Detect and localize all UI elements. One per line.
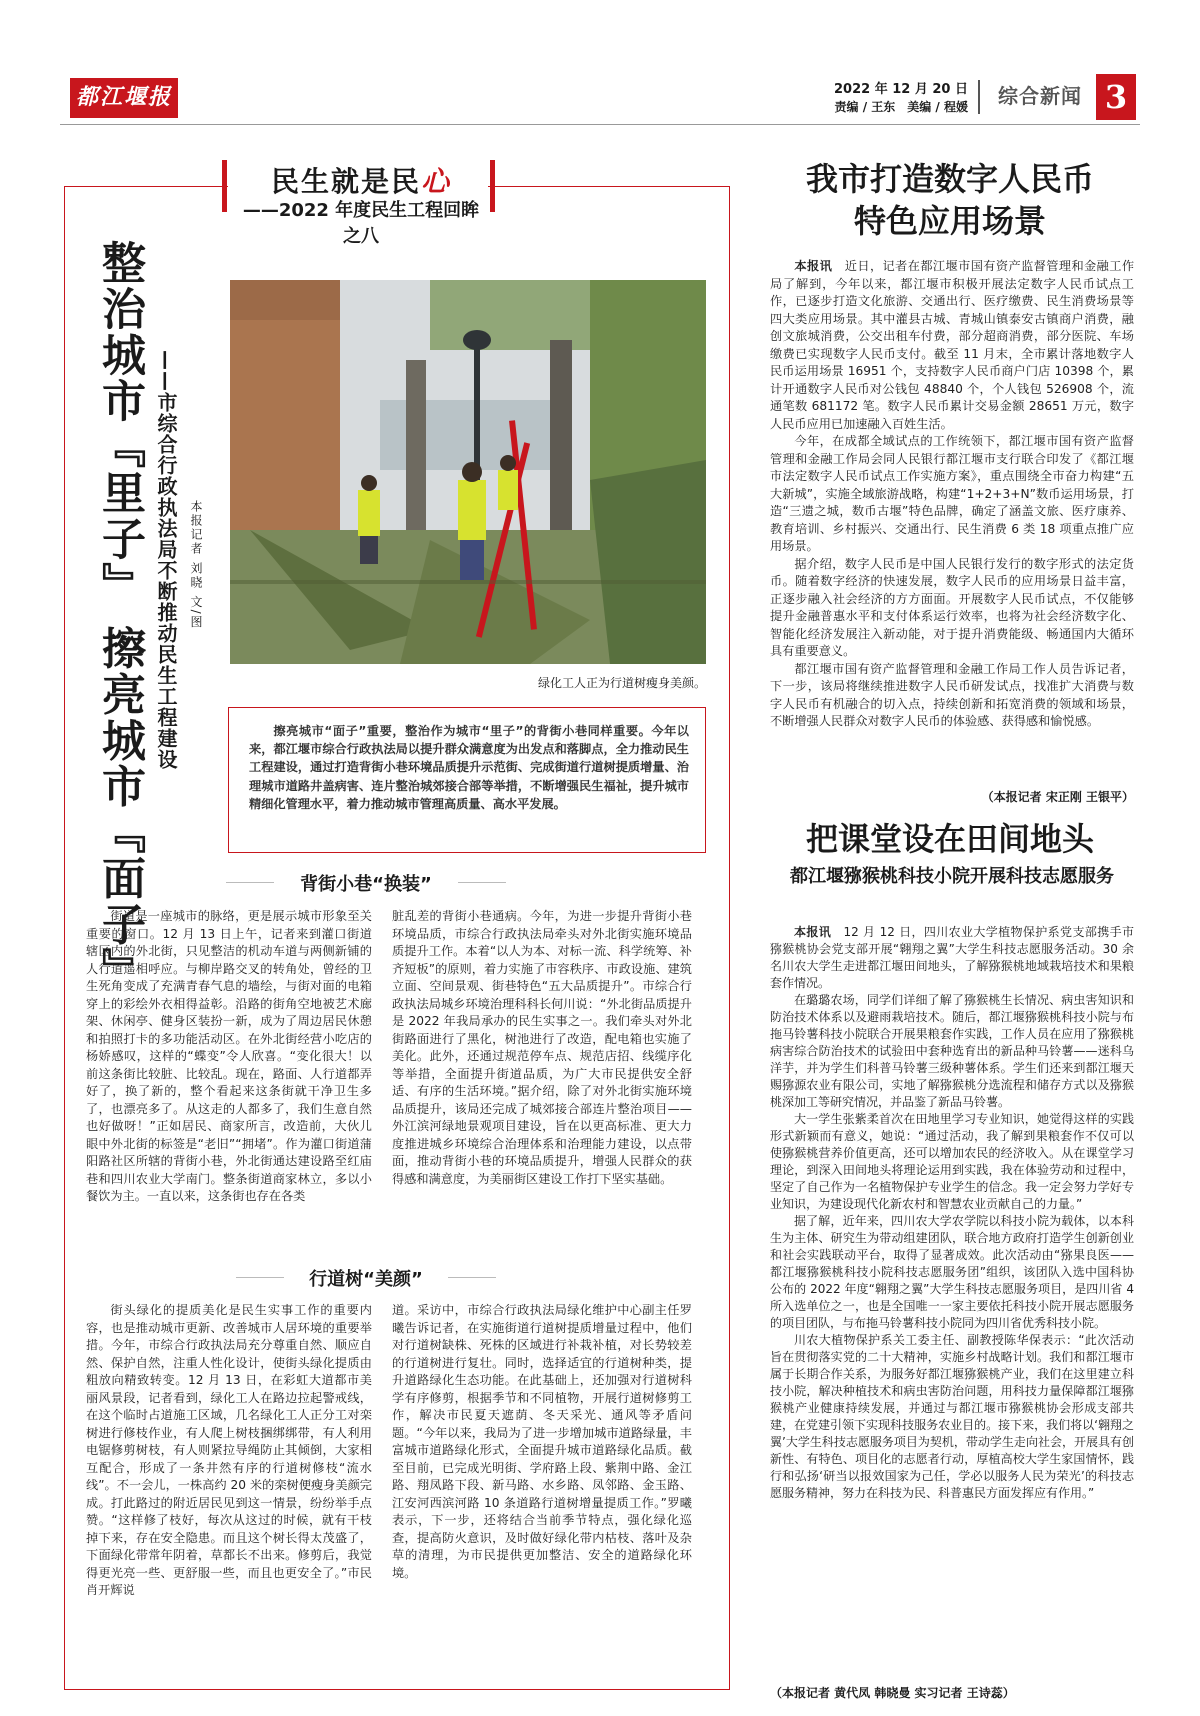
story2-p3: 大一学生张紫柔首次在田地里学习专业知识，她觉得这样的实践形式新颖而有意义，她说：“通过活动，我了解到果粮套作不仅可以使猕猴桃营养价值更高，还可以增加农民的经济收入。从在课堂学习理论，到深入田间地头将理论运用到实践，我在体验劳动和过程中，坚定了自己作为一名植物保护专业学生的信念。我一定会努力学好专业知识，为建设现代化新农村和智慧农业贡献自己的力量。”	[770, 1112, 1134, 1211]
main-subheadline: ——市综合行政执法局不断推动民生工程建设	[154, 350, 178, 770]
section1-col2-text: 脏乱差的背街小巷通病。今年，为进一步提升背街小巷环境品质，市综合行政执法局牵头对外北街实施环境品质提升工作。本着“以人为本、对标一流、科学统筹、补齐短板”的原则，着力实施了市容秩序、市政设施、建筑立面、空间景观、街巷特色“五大品质提升”。市综合行政执法局城乡环境治理科科长何川说：“外北街品质提升是 2022 年我局承办的民生实事之一。我们牵头对外北街路面进行了黑化，树池进行了改造，配电箱也实施了美化。此外，还通过规范停车点、规范店招、线缆序化等举措，全面提升街道品质，为广大市民提供安全舒适、有序的生活环境。”据介绍，除了对外北街实施环境品质提升，该局还完成了城郊接合部连片整治项目——外江滨河绿地景观项目建设，旨在以更高标准、更大力度推进城乡环境综合治理体系和治理能力建设，以点带面，推动背街小巷的环境品质提升，增强人民群众的获得感和满意度，为美丽街区建设工作打下坚实基础。	[392, 909, 692, 1186]
story1-p1: 近日，记者在都江堰市国有资产监督管理和金融工作局了解到，今年以来，都江堰市积极开展法定数字人民币试点工作，已逐步打造文化旅游、交通出行、医疗缴费、民生消费场景等四大类应用场景。其中灌县古城、青城山镇泰安古镇商户消费，融创文旅城消费，公交出租车付费，部分超商消费，部分医院、车场缴费已实现数字人民币支付。截至 11 月末，全市累计落地数字人民币运用场景 16951 个，支持数字人民币商户门店 10398 个，累计开通数字人民币对公钱包 48840 个，个人钱包 526908 个，流通笔数 681172 笔。数字人民币累计交易金额 28651 万元，数字人民币应用已加速融入百姓生活。	[770, 259, 1135, 431]
section2-col1-text: 街头绿化的提质美化是民生实事工作的重要内容，也是推动城市更新、改善城市人居环境的重要举措。今年，市综合行政执法局充分尊重自然、顺应自然、保护自然，注重人性化设计，使街头绿化提质由粗放向精致转变。12 月 13 日，在彩虹大道都市美丽风景段，记者看到，绿化工人在路边拉起警戒线，在这个临时占道施工区域，几名绿化工人正分工对栾树进行修枝作业，有人爬上树枝捆绑绑带，有人利用电锯修剪树枝，有人则紧拉导绳防止其倾倒，大家相互配合，形成了一条井然有序的行道树修枝“流水线”。不一会儿，一株高约 20 米的栾树便瘦身美颜完成。打此路过的附近居民见到这一情景，纷纷举手点赞。“这样修了枝好，每次从这过的时候，就有干枝掉下来，存在安全隐患。而且这个树长得太茂盛了，下面绿化带常年阴着，草都长不出来。修剪后，我觉得更光亮一些、更舒服一些，而且也更安全了。”市民肖开辉说	[86, 1303, 372, 1597]
story2-p4: 据了解，近年来，四川农大学农学院以科技小院为载体，以本科生为主体、研究生为带动组建团队，联合地方政府打造学生创新创业和社会实践联动平台，取得了显著成效。此次活动由“猕果良医——都江堰猕猴桃科技小院科技志愿服务团”组织，该团队入选中国科协公布的 2022 年度“翱翔之翼”大学生科技志愿服务项目，是四川省 4 所入选单位之一，也是全国唯一一家主要依托科技小院开展志愿服务的项目团队，与布拖马铃薯科技小院同为四川省优秀科技小院。	[770, 1214, 1134, 1330]
series-bar-left	[222, 160, 227, 212]
story1-headline-line2: 特色应用场景	[853, 202, 1046, 240]
photo-caption: 绿化工人正为行道树瘦身美颜。	[537, 676, 706, 690]
section1-title: 背街小巷“换装”	[286, 870, 446, 896]
main-headline: 整治城市『里子』 擦亮城市『面子』	[94, 240, 145, 994]
story2-byline: （本报记者 黄代凤 韩晓曼 实习记者 王诗蕊）	[770, 1686, 1015, 1700]
section1-column-2	[392, 908, 692, 1323]
section2-column-1	[86, 1302, 372, 1682]
newspaper-logo: 都江堰报	[70, 78, 178, 118]
story1-p4: 都江堰市国有资产监督管理和金融工作局工作人员告诉记者，下一步，该局将继续推进数字人民币研发试点，找准扩大消费与数字人民币有机融合的切入点，持续创新和拓宽消费的领域和场景，不断增强人民群众对数字人民币的体验感、获得感和愉悦感。	[770, 661, 1134, 728]
story1-byline: （本报记者 宋正刚 王银平）	[981, 790, 1134, 804]
story2-p1: 12 月 12 日，四川农业大学植物保护系党支部携手市猕猴桃协会党支部开展“翱翔之翼”大学生科技志愿服务活动。30 余名川农大学生走进都江堰田间地头，了解猕猴桃地域栽培技术和果粮套作情况。	[770, 925, 1134, 990]
news-photo	[230, 280, 706, 664]
series-title-text: 民生就是民	[270, 165, 421, 198]
story2-p2: 在璐璐农场，同学们详细了解了猕猴桃生长情况、病虫害知识和防治技术体系以及避雨栽培技术。随后，都江堰猕猴桃科技小院与布拖马铃薯科技小院联合开展果粮套作实践，工作人员在应用了猕猴桃病害综合防治技术的试验田中套种选育出的新品种马铃薯——迷科乌洋芋，并为学生们科普马铃薯三级种薯体系。学生们还来到都江堰天赐猕源农业有限公司，实地了解猕猴桃分选流程和储存方式以及猕猴桃深加工等研究情况，并品鉴了新品马铃薯。	[770, 993, 1134, 1109]
story1-body	[770, 258, 1134, 778]
series-title	[236, 160, 486, 200]
series-title-emphasis: 心	[421, 165, 452, 198]
masthead-rule	[60, 124, 1140, 125]
story2-body	[770, 924, 1134, 1680]
series-bar-right	[490, 160, 495, 212]
issue-date: 2022 年 12 月 20 日	[834, 82, 968, 97]
editors-credit: 责编 / 王东 美编 / 程媛	[834, 100, 968, 114]
series-subtitle: ——2022 年度民生工程回眸之八	[242, 200, 480, 247]
section1-col1-text: 街道是一座城市的脉络，更是展示城市形象至关重要的窗口。12 月 13 日上午，记者来到灌口街道辖区内的外北街，只见整洁的机动车道与两侧新铺的人行道遥相呼应。与柳岸路交叉的转角处，曾经的卫生死角变成了充满青春气息的墙绘，与街对面的电箱穿上的彩绘外衣相得益彰。沿路的街角空地被艺术廊架、休闲亭、健身区装扮一新，成为了周边居民休憩和拍照打卡的多功能活动区。在外北街经营小吃店的杨娇感叹，这样的“蝶变”令人欣喜。“变化很大！以前这条街比较脏、比较乱。现在，路面、人行道都弄好了，换了新的，整个看起来这条街就干净卫生多了，也漂亮多了。从这走的人都多了，我们生意自然也好做呀！”正如居民、商家所言，改造前，大伙儿眼中外北街的标签是“老旧”“拥堵”。作为灌口街道蒲阳路社区所辖的背街小巷，外北街通达建设路至红庙巷和四川农业大学南门。整条街道商家林立，多以小餐饮为主。一直以来，这条街也存在各类	[86, 909, 372, 1203]
masthead-divider	[978, 80, 980, 114]
page-number: 3	[1096, 74, 1136, 120]
story2-headline: 把课堂设在田间地头	[805, 820, 1094, 858]
story1-lead-tag: 本报讯	[794, 259, 833, 273]
lead-summary: 擦亮城市“面子”重要，整治作为城市“里子”的背街小巷同样重要。今年以来，都江堰市综合行政执法局以提升群众满意度为出发点和落脚点，全力推动民生工程建设，通过打造背街小巷环境品质提升示范街、完成街道行道树提质增量、治理城市道路井盖病害、连片整治城郊接合部等举措，不断增强民生福祉，提升城市精细化管理水平，着力推动城市管理高质量、高水平发展。	[228, 707, 706, 853]
masthead	[70, 72, 1136, 122]
story2-p5: 川农大植物保护系关工委主任、副教授陈华保表示：“此次活动旨在贯彻落实党的二十大精神，实施乡村战略计划。我们和都江堰市属于长期合作关系，为服务好都江堰猕猴桃产业，我们在这里建立科技小院，解决种植技术和病虫害防治问题，用科技力量保障都江堰猕猴桃产业健康持续发展，并通过与都江堰市猕猴桃协会形成支部共建，在党建引领下实现科技服务农业目的。接下来，我们将以‘翱翔之翼’大学生科技志愿服务项目为契机，带动学生走向社会，开展具有创新性、有特色、项目化的志愿者行动，厚植高校大学生家国情怀，践行和弘扬‘研当以报效国家为己任，学必以服务人民为荣光’的科技志愿服务精神，努力在科技为民、科普惠民方面发挥应有作用。”	[770, 1333, 1134, 1500]
main-byline: 本报记者 刘晓 文/图	[189, 500, 203, 630]
section-name: 综合新闻	[998, 84, 1082, 108]
story1-p2: 今年，在成都全域试点的工作统领下，都江堰市国有资产监督管理和金融工作局会同人民银行都江堰市支行联合印发了《都江堰市法定数字人民币试点工作实施方案》，重点围绕全市奋力构建“五大新城”，实施全域旅游战略，构建“1+2+3+N”数币运用场景，打造“三遗之城，数币古堰”特色品牌，确定了涵盖文旅、医疗康养、教育培训、乡村振兴、交通出行、民生消费 6 类 18 项重点推广应用场景。	[770, 434, 1134, 553]
story2-lead-tag: 本报讯	[794, 925, 832, 939]
section2-col2-text: 道。采访中，市综合行政执法局绿化维护中心副主任罗曦告诉记者，在实施街道行道树提质增量过程中，他们对行道树缺株、死株的区域进行补栽补植，对长势较差的行道树进行复壮。同时，选择适宜的行道树种类，提升道路绿化生态功能。在此基础上，还加强对行道树科学有序修剪，根据季节和不同植物，开展行道树修剪工作，解决市民夏天遮荫、冬天采光、通风等矛盾问题。“今年以来，我局为了进一步增加城市道路绿量，丰富城市道路绿化形式，全面提升城市道路绿化品质。截至目前，已完成光明街、学府路上段、紫荆中路、金江路、翔凤路下段、新马路、水乡路、凤邻路、金玉路、江安河西滨河路 10 条道路行道树增量提质工作。”罗曦表示，下一步，还将结合当前季节特点，强化绿化巡查，提高防火意识，及时做好绿化带内枯枝、落叶及杂草的清理，为市民提供更加整洁、安全的道路绿化环境。	[392, 1303, 692, 1580]
section2-column-2	[392, 1302, 692, 1682]
tree-pruning-photo	[230, 280, 706, 664]
section1-column-1	[86, 908, 372, 1323]
story1-headline-line1: 我市打造数字人民币	[805, 160, 1094, 198]
section2-title: 行道树“美颜”	[296, 1265, 436, 1291]
story1-p3: 据介绍，数字人民币是中国人民银行发行的数字形式的法定货币。随着数字经济的快速发展，数字人民币的应用场景日益丰富，正逐步融入社会经济的方方面面。开展数字人民币试点，不仅能够提升金融普惠水平和支付体系运行效率，也将为社会经济数字化、智能化经济发展注入新动能，对于提升消费能级、畅通国内大循环具有重要意义。	[770, 556, 1134, 658]
story2-subheadline: 都江堰猕猴桃科技小院开展科技志愿服务	[790, 866, 1114, 887]
